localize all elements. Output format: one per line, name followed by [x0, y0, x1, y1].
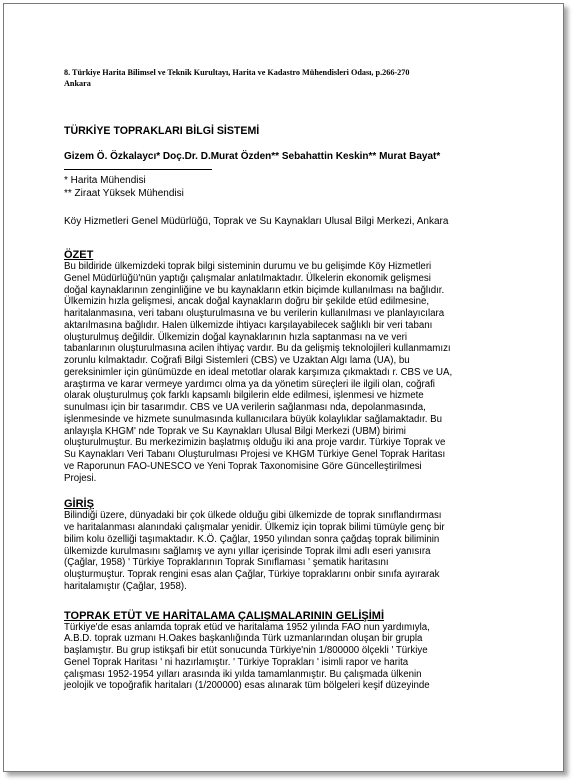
body-line: Su Kaynakları Veri Tabanı Oluşturulması Projesi ve KHGM Türkiye Genel Toprak Haritası	[64, 449, 446, 460]
body-line: Bilindiği üzere, dünyadaki bir çok ülkede olduğu gibi ülkemizde de toprak sınıflandırması	[64, 510, 442, 522]
body-line: olarak oluşturulmuş çok farklı kapsamlı bilgilerin elde edilmesi, işlenmesi ve hizmete	[64, 390, 424, 402]
section-body-giris	[64, 510, 512, 592]
citation-line-1: 8. Türkiye Harita Bilimsel ve Teknik Kurultayı, Harita ve Kadastro Mühendisleri Odası, p.266-270	[64, 68, 410, 77]
section-heading-toprak-etut: TOPRAK ETÜT VE HARİTALAMA ÇALIŞMALARININ GELİŞİMİ	[64, 609, 385, 622]
section-body-toprak-etut	[64, 622, 512, 693]
section-body-ozet	[64, 261, 512, 484]
body-line: Ülkemizin hızla gelişmesi, ancak doğal kaynakların doğru bir şekilde etüd edilmesine,	[64, 296, 430, 308]
body-line: bilim kolu özelliği taşımaktadır. K.Ö. Çağlar, 1950 yılından sonra çağdaş toprak biliminin	[64, 533, 440, 545]
body-line: araştırma ve karar vermeye yardımcı olma ya da yönetim süreçleri ile ilgili olan, coğrafi	[64, 378, 435, 390]
body-line: ve haritalanması alanındaki çalışmalar yenidir. Ülkemiz için toprak bilimi tümüyle genç bir	[64, 522, 445, 533]
citation-header	[64, 67, 512, 89]
citation-line-2: Ankara	[64, 79, 91, 88]
body-line: Bu bildiride ülkemizdeki toprak bilgi sisteminin durumu ve bu gelişimde Köy Hizmetleri	[64, 261, 432, 272]
body-line: oluşturulmuş değildir. Ülkemizin doğal kaynaklarının hızla saptanması na ve veri	[64, 331, 407, 343]
body-line: tabanlarının oluşturulmasına acilen ihtiyaç vardır. Bu da gelişmiş teknolojileri kullanmamızı	[64, 343, 451, 355]
body-line: aktarılmasına bağlıdır. Halen ülkemizde ihtiyacı karşılayabilecek sağlıklı bir veri tabanı	[64, 319, 433, 331]
section-heading-ozet: ÖZET	[64, 249, 94, 261]
footnote-1: * Harita Mühendisi	[64, 175, 146, 186]
body-line: işlenmesinde ve hizmete sunulmasında kullanıcılara büyük kolaylıklar sağlamaktadır. Bu	[64, 413, 443, 425]
body-line: haritalanmasına, veri tabanı oluşturulmasına ve bu verilerin kullanılması ve planlayıcılara	[64, 308, 445, 319]
body-line: sunulması için bir tasarımdır. CBS ve UA verilerin sağlanması nda, depolanmasında,	[64, 402, 426, 413]
body-line: çalışması 1952-1954 yılları arasında iki yılda tamamlanmıştır. Bu çalışmada ülkenin	[64, 668, 422, 680]
affiliation: Köy Hizmetleri Genel Müdürlüğü, Toprak ve Su Kaynakları Ulusal Bilgi Merkezi, Ankara	[64, 216, 449, 227]
body-line: Genel Toprak Haritası ' ni hazırlamıştır. ' Türkiye Toprakları ' isimli rapor ve harita	[64, 656, 409, 668]
body-line: jeolojik ve topoğrafik haritaları (1/200000) esas alınarak tüm bölgeleri keşif düzeyinde	[64, 680, 430, 692]
page-content	[64, 67, 512, 692]
footnote-divider	[64, 169, 212, 170]
body-line: Projesi.	[64, 472, 97, 484]
body-line: anlayışla KHGM' nde Toprak ve Su Kaynakları Ulusal Bilgi Merkezi (UBM) birimi	[64, 425, 406, 437]
body-line: gereksinimler için günümüzde en ideal metotlar olarak karşımıza çıkmaktadı r. CBS ve UA,	[64, 366, 453, 378]
body-line: Türkiye'de esas anlamda toprak etüd ve haritalama 1952 yılında FAO nun yardımıyla,	[64, 621, 430, 633]
author-list: Gizem Ö. Özkalaycı* Doç.Dr. D.Murat Özden** Sebahattin Keskin** Murat Bayat*	[64, 151, 441, 162]
body-line: oluşturmuştur. Toprak rengini esas alan Çağlar, Türkiye topraklarını onbir sınıfa ayırarak	[64, 569, 440, 580]
body-line: doğal kaynaklarının zenginliğine ve bu kaynakların etkin biçimde kullanılması na bağlıdır.	[64, 284, 445, 296]
body-line: Genel Müdürlüğü'nün yaptığı çalışmalar anlatılmaktadır. Ülkelerin ekonomik gelişmesi	[64, 272, 431, 284]
body-line: haritalamıştır (Çağlar, 1958).	[64, 580, 187, 592]
body-line: ve Raporunun FAO-UNESCO ve Yeni Toprak Taxonomisine Göre Güncelleştirilmesi	[64, 460, 422, 472]
body-line: başlamıştır. Bu grup istikşafi bir etüt sonucunda Türkiye'nin 1/800000 ölçekli ' Türkiye	[64, 645, 428, 656]
body-line: oluşturulmuştur. Bu merkezimizin başlatmış olduğu iki ana proje vardır. Türkiye Toprak ve	[64, 437, 446, 449]
section-heading-giris: GİRİŞ	[64, 498, 94, 511]
body-line: ülkemizde kurulmasını sağlamış ve aynı yıllar içerisinde Toprak ilmi adlı eseri yanısıra	[64, 545, 431, 557]
footnote-2: ** Ziraat Yüksek Mühendisi	[64, 188, 184, 199]
body-line: (Çağlar, 1958) ' Türkiye Topraklarının Toprak Sınıflaması ' şematik haritasını	[64, 557, 389, 569]
body-line: A.B.D. toprak uzmanı H.Oakes başkanlığında Türk uzmanlarından oluşan bir grupla	[64, 633, 423, 645]
body-line: zorunlu kılmaktadır. Coğrafi Bilgi Sistemleri (CBS) ve Uzaktan Algı lama (UA), bu	[64, 355, 410, 366]
paper-title: TÜRKİYE TOPRAKLARI BİLGİ SİSTEMİ	[64, 125, 260, 137]
